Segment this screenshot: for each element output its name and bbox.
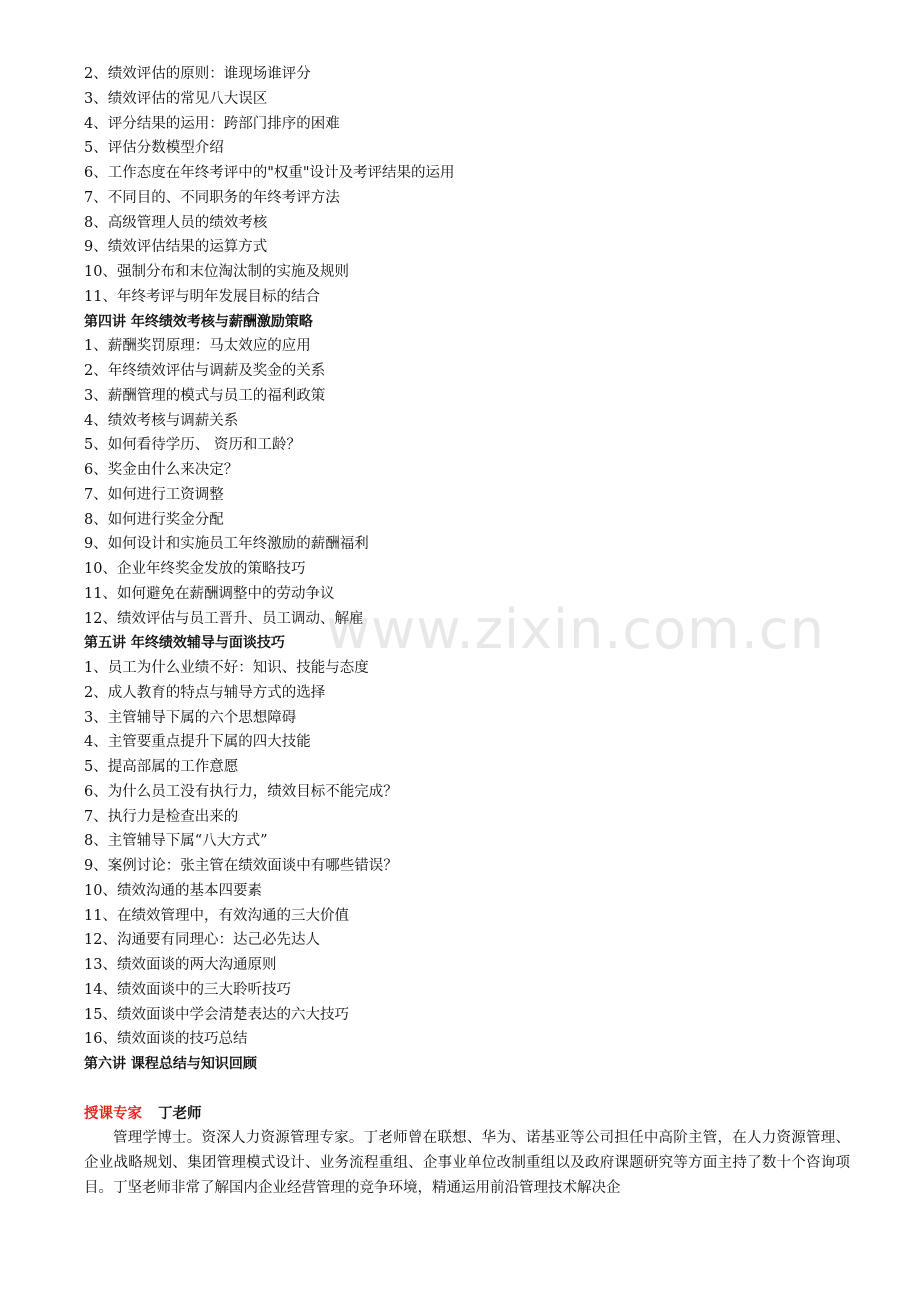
section-6-heading: 第六讲 课程总结与知识回顾 — [84, 1056, 257, 1072]
list-item: 4、主管要重点提升下属的四大技能 — [84, 734, 311, 751]
list-item: 7、不同目的、不同职务的年终考评方法 — [84, 189, 340, 206]
list-item: 4、绩效考核与调薪关系 — [84, 412, 239, 429]
list-item: 7、如何进行工资调整 — [84, 486, 224, 503]
list-item: 12、绩效评估与员工晋升、员工调动、解雇 — [84, 610, 364, 627]
list-item: 7、执行力是检查出来的 — [84, 808, 239, 825]
list-item: 5、提高部属的工作意愿 — [84, 759, 239, 775]
list-item: 5、评估分数模型介绍 — [84, 140, 224, 157]
list-item: 11、在绩效管理中，有效沟通的三大价值 — [84, 907, 349, 924]
list-item: 8、高级管理人员的绩效考核 — [84, 214, 268, 231]
document-body — [84, 62, 854, 1201]
list-item: 14、绩效面谈中的三大聆听技巧 — [84, 981, 291, 998]
list-item: 3、主管辅导下属的六个思想障碍 — [84, 709, 297, 726]
list-item: 6、奖金由什么来决定？ — [84, 462, 239, 478]
list-item: 15、绩效面谈中学会清楚表达的六大技巧 — [84, 1006, 349, 1023]
list-item: 10、绩效沟通的基本四要素 — [84, 882, 262, 899]
list-item: 16、绩效面谈的技巧总结 — [84, 1031, 248, 1048]
list-item: 10、强制分布和末位淘汰制的实施及规则 — [84, 264, 349, 280]
section-5-heading: 第五讲 年终绩效辅导与面谈技巧 — [84, 635, 285, 652]
list-item: 2、年终绩效评估与调薪及奖金的关系 — [84, 363, 326, 379]
list-item: 9、绩效评估结果的运算方式 — [84, 239, 268, 256]
list-item: 6、工作态度在年终考评中的"权重"设计及考评结果的运用 — [84, 165, 455, 181]
list-item: 4、评分结果的运用：跨部门排序的困难 — [84, 115, 340, 132]
section-5-list — [84, 656, 854, 1052]
list-item: 9、如何设计和实施员工年终激励的薪酬福利 — [84, 536, 369, 553]
list-item: 9、案例讨论：张主管在绩效面谈中有哪些错误？ — [84, 858, 398, 874]
section-4-heading: 第四讲 年终绩效考核与薪酬激励策略 — [84, 313, 313, 330]
expert-name: 丁老师 — [158, 1105, 202, 1122]
list-item: 8、如何进行奖金分配 — [84, 511, 224, 528]
expert-heading — [84, 1102, 854, 1127]
section-4-list — [84, 334, 854, 631]
list-item: 12、沟通要有同理心：达己必先达人 — [84, 932, 320, 949]
blank-line — [84, 1077, 854, 1102]
list-item: 13、绩效面谈的两大沟通原则 — [84, 957, 277, 973]
list-item: 1、员工为什么业绩不好：知识、技能与态度 — [84, 660, 369, 676]
list-item: 6、为什么员工没有执行力，绩效目标不能完成？ — [84, 783, 398, 800]
list-item: 5、如何看待学历、 资历和工龄？ — [84, 437, 301, 454]
section-3-list — [84, 62, 854, 310]
list-item: 2、绩效评估的原则：谁现场谁评分 — [84, 66, 311, 82]
list-item: 2、成人教育的特点与辅导方式的选择 — [84, 684, 326, 701]
list-item: 11、如何避免在薪酬调整中的劳动争议 — [84, 585, 335, 602]
list-item: 8、主管辅导下属“八大方式” — [84, 833, 268, 850]
list-item: 11、年终考评与明年发展目标的结合 — [84, 288, 320, 305]
list-item: 1、薪酬奖罚原理：马太效应的应用 — [84, 338, 311, 355]
list-item: 3、薪酬管理的模式与员工的福利政策 — [84, 387, 326, 404]
watermark: www.zixin.com.cn — [326, 598, 825, 661]
expert-label: 授课专家 — [84, 1105, 142, 1122]
expert-bio: 管理学博士。资深人力资源管理专家。丁老师曾在联想、华为、诺基亚等公司担任中高阶主管，在人力资源管理、企业战略规划、集团管理模式设计、业务流程重组、企事业单位改制重组以及政府课题研究等方面主持了数十个咨询项目。丁坚老师非常了解国内企业经营管理的竞争环境，精通运用前沿管理技术解决企 — [84, 1130, 850, 1196]
list-item: 3、绩效评估的常见八大误区 — [84, 90, 268, 107]
list-item: 10、企业年终奖金发放的策略技巧 — [84, 561, 306, 577]
